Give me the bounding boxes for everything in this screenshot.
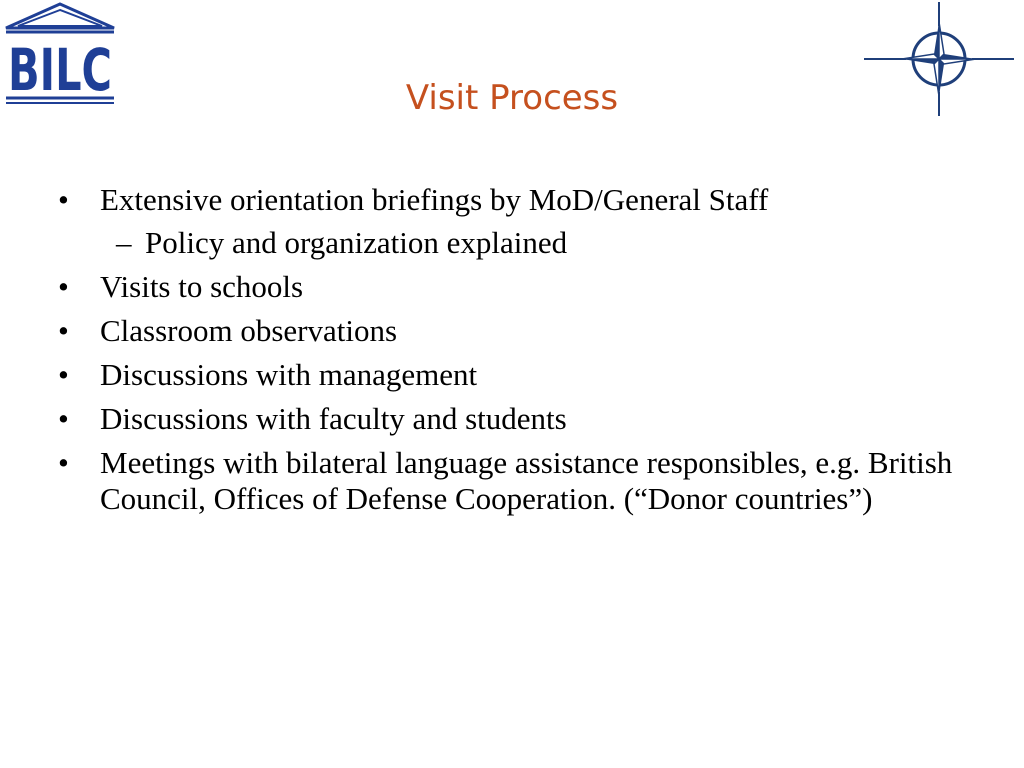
dash-icon: – [116,225,132,260]
list-item [56,182,976,218]
slide-title: Visit Process [405,78,619,118]
list-item [56,313,976,349]
bullet-icon: • [58,401,69,436]
bullet-list [56,182,976,525]
bullet-icon: • [58,269,69,304]
bullet-icon: • [58,357,69,392]
list-item-text: Discussions with management [100,357,478,392]
list-item-text: Extensive orientation briefings by MoD/General Staff [100,182,769,217]
list-item-text: Discussions with faculty and students [100,401,567,436]
bullet-icon: • [58,182,69,217]
list-item [56,357,976,393]
list-item-text: Visits to schools [100,269,304,304]
list-item-text: Classroom observations [100,313,398,348]
list-item [56,269,976,305]
bullet-icon: • [58,313,69,348]
bullet-icon: • [58,445,69,480]
sub-list-item [56,225,976,261]
list-item [56,445,976,517]
list-item [56,401,976,437]
sub-list-item-text: Policy and organization explained [145,225,568,260]
svg-text:BILC: BILC [8,36,112,104]
list-item-text: Meetings with bilateral language assistance responsibles, e.g. British Council, Offices of Defense Cooperation. (“Donor countries”) [100,445,953,516]
